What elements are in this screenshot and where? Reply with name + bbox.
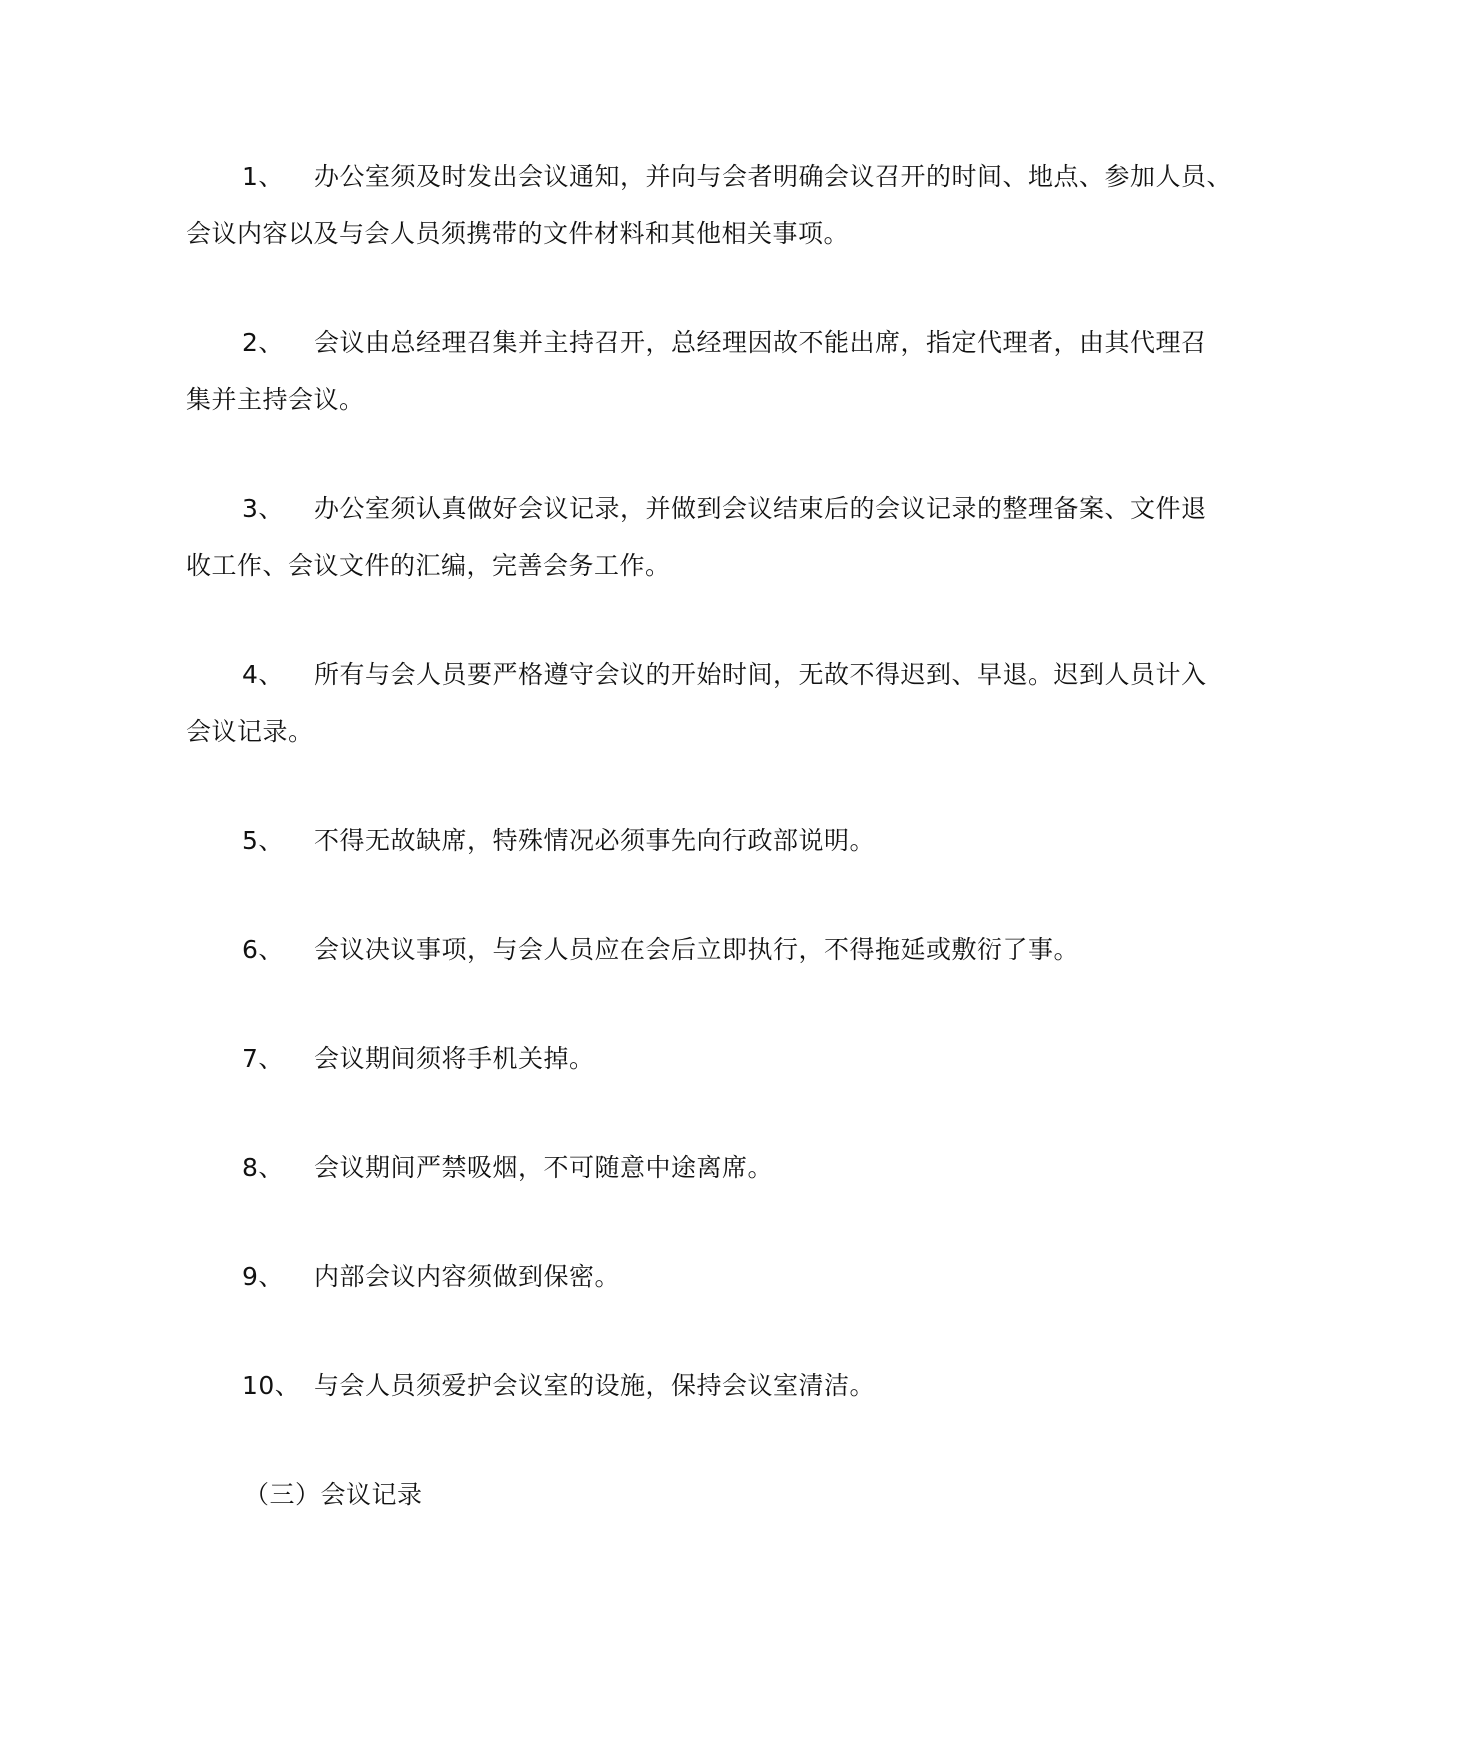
item-text-line2: 收工作、会议文件的汇编，完善会务工作。 (186, 551, 671, 580)
item-number: 9、 (242, 1262, 284, 1291)
item-text-line2: 会议内容以及与会人员须携带的文件材料和其他相关事项。 (186, 219, 850, 248)
item-text-line1: 会议期间须将手机关掉。 (314, 1044, 595, 1073)
list-item-5 (186, 812, 1286, 869)
item-text-line1: 办公室须及时发出会议通知，并向与会者明确会议召开的时间、地点、参加人员、 (314, 162, 1233, 191)
list-item-7 (186, 1030, 1286, 1087)
list-item-3 (186, 480, 1286, 594)
list-item-8 (186, 1139, 1286, 1196)
item-text-line1: 内部会议内容须做到保密。 (314, 1262, 621, 1291)
item-text-line2: 会议记录。 (186, 717, 314, 746)
item-number: 6、 (242, 935, 284, 964)
item-text-line1: 会议由总经理召集并主持召开，总经理因故不能出席，指定代理者，由其代理召 (314, 328, 1207, 357)
item-number: 2、 (242, 328, 284, 357)
item-number: 5、 (242, 826, 284, 855)
list-item-9 (186, 1248, 1286, 1305)
item-text-line2: 集并主持会议。 (186, 385, 365, 414)
item-number: 7、 (242, 1044, 284, 1073)
item-number: 1、 (242, 162, 284, 191)
item-text-line1: 不得无故缺席，特殊情况必须事先向行政部说明。 (314, 826, 876, 855)
item-number: 8、 (242, 1153, 284, 1182)
item-text-line1: 与会人员须爱护会议室的设施，保持会议室清洁。 (314, 1371, 876, 1400)
item-text-line1: 会议决议事项，与会人员应在会后立即执行，不得拖延或敷衍了事。 (314, 935, 1080, 964)
item-text-line1: 会议期间严禁吸烟，不可随意中途离席。 (314, 1153, 774, 1182)
item-number: 10、 (242, 1371, 301, 1400)
list-item-2 (186, 314, 1286, 428)
item-number: 3、 (242, 494, 284, 523)
list-item-10 (186, 1357, 1286, 1414)
item-number: 4、 (242, 660, 284, 689)
list-item-4 (186, 646, 1286, 760)
item-text-line1: 办公室须认真做好会议记录，并做到会议结束后的会议记录的整理备案、文件退 (314, 494, 1207, 523)
list-item-1 (186, 148, 1286, 262)
section-heading: （三）会议记录 (244, 1480, 423, 1509)
item-text-line1: 所有与会人员要严格遵守会议的开始时间，无故不得迟到、早退。迟到人员计入 (314, 660, 1207, 689)
list-item-6 (186, 921, 1286, 978)
